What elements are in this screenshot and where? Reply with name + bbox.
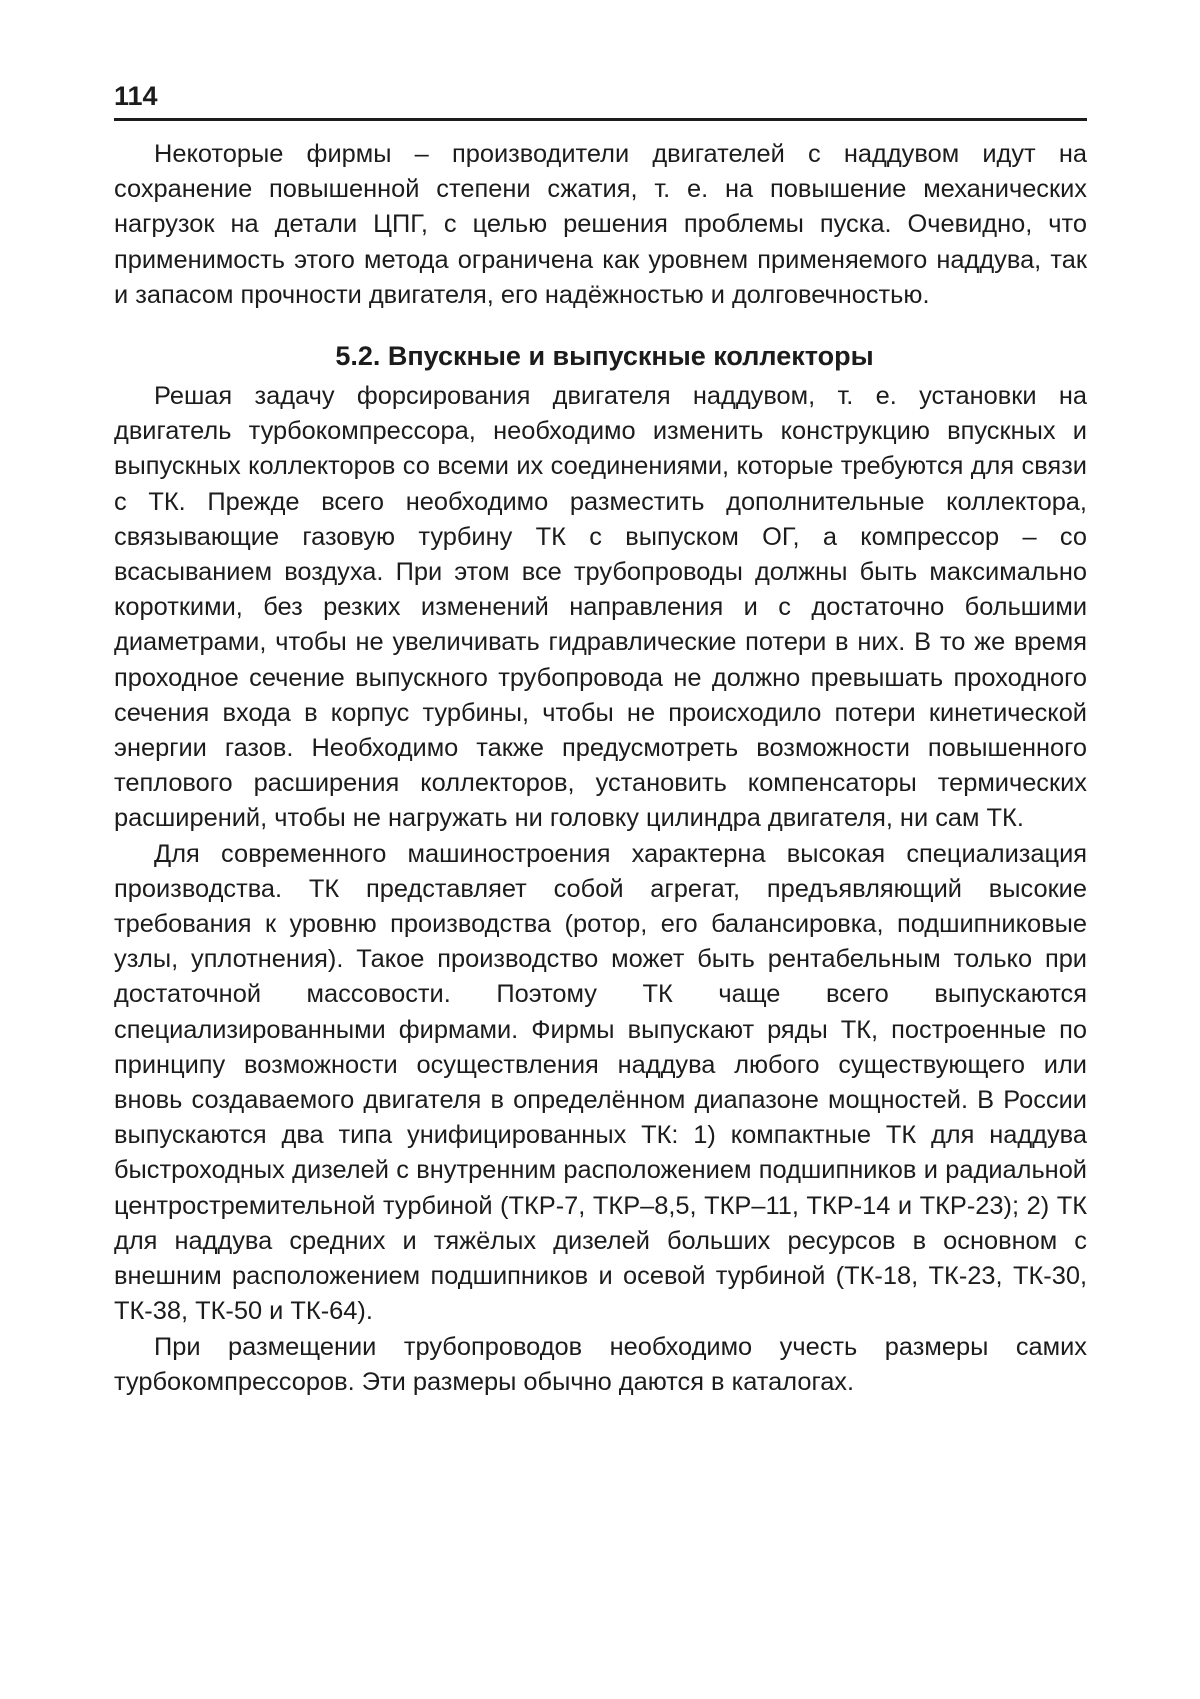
page-header (114, 78, 1087, 121)
page-body (114, 137, 1087, 1400)
paragraph-intro: Некоторые фирмы – производители двигателей с наддувом идут на сохранение повышенной степени сжатия, т. е. на повышение механических нагрузок на детали ЦПГ, с целью решения проблемы пуска. Очевидно, что применимость этого метода ограничена как уровнем применяемого наддува, так и запасом прочности двигателя, его надёжностью и долговечностью. (114, 140, 1087, 309)
book-page (114, 78, 1087, 1400)
section-title: 5.2. Впускные и выпускные коллекторы (335, 341, 874, 372)
paragraph-specialization: Для современного машиностроения характерна высокая специализация производства. ТК представляет собой агрегат, предъявляющий высокие требования к уровню производства (ротор, его балансировка, подшипниковые узлы, уплотнения). Такое производство может быть рентабельным только при достаточной массовости. Поэтому ТК чаще всего выпускаются специализированными фирмами. Фирмы выпускают ряды ТК, построенные по принципу возможности осуществления наддува любого существующего или вновь создаваемого двигателя в определённом диапазоне мощностей. В России выпускаются два типа унифицированных ТК: 1) компактные ТК для наддува быстроходных дизелей с внутренним расположением подшипников и радиальной центростремительной турбиной (ТКР-7, ТКР–8,5, ТКР–11, ТКР-14 и ТКР-23); 2) ТК для наддува средних и тяжёлых дизелей больших ресурсов в основном с внешним расположением подшипников и осевой турбиной (ТК-18, ТК-23, ТК-30, ТК-38, ТК-50 и ТК-64). (114, 839, 1087, 1326)
page-number: 114 (114, 81, 158, 111)
paragraph-pipelines: При размещении трубопроводов необходимо учесть размеры самих турбокомпрессоров. Эти размеры обычно даются в каталогах. (114, 1332, 1087, 1396)
paragraph-collectors: Решая задачу форсирования двигателя наддувом, т. е. установки на двигатель турбокомпрессора, необходимо изменить конструкцию впускных и выпускных коллекторов со всеми их соединениями, которые требуются для связи с ТК. Прежде всего необходимо разместить дополнительные коллектора, связывающие газовую турбину ТК с выпуском ОГ, а компрессор – со всасыванием воздуха. При этом все трубопроводы должны быть максимально короткими, без резких изменений направления и с достаточно большими диаметрами, чтобы не увеличивать гидравлические потери в них. В то же время проходное сечение выпускного трубопровода не должно превышать проходного сечения входа в корпус турбины, чтобы не происходило потери кинетической энергии газов. Необходимо также предусмотреть возможности повышенного теплового расширения коллекторов, установить компенсаторы термических расширений, чтобы не нагружать ни головку цилиндра двигателя, ни сам ТК. (114, 382, 1087, 833)
